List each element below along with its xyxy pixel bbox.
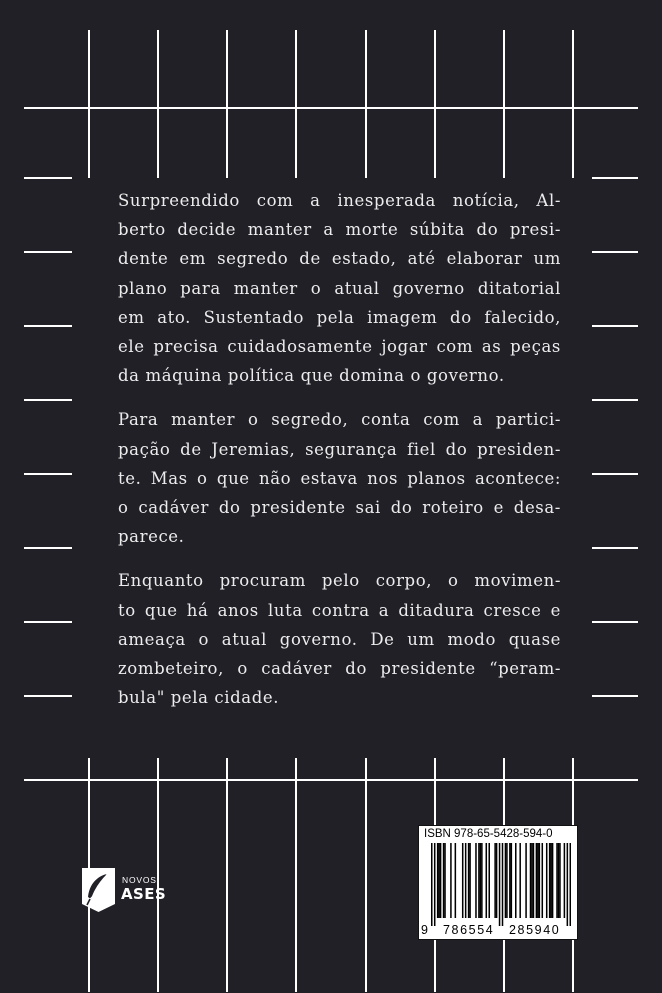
- barcode-bar: [438, 843, 440, 918]
- barcode-bar: [431, 843, 433, 926]
- barcode-bar: [509, 843, 511, 918]
- blurb-line: parece.: [118, 527, 185, 547]
- barcode-bar: [486, 843, 488, 918]
- barcode-bar: [511, 843, 513, 918]
- blurb-line: em ato. Sustentado pela imagem do falecido,: [118, 307, 561, 327]
- barcode-bar: [440, 843, 442, 918]
- barcode-bar: [502, 843, 504, 926]
- blurb-line: pação de Jeremias, segurança fiel do presiden-: [118, 439, 561, 459]
- blurb-line: o cadáver do presidente sai do roteiro e desa-: [118, 498, 561, 518]
- blurb-line: te. Mas o que não estava nos planos acontece:: [118, 468, 561, 488]
- barcode-bar: [506, 843, 508, 918]
- publisher-name-small: NOVOS: [122, 875, 157, 885]
- barcode-bar: [488, 843, 490, 918]
- barcode-bar: [443, 843, 445, 918]
- barcode-bar: [505, 843, 507, 918]
- barcode-bar: [542, 843, 544, 918]
- publisher-logo: [80, 866, 180, 916]
- isbn-digit-group: 285940: [509, 923, 561, 937]
- blurb-line: Para manter o segredo, conta com a partici-: [118, 410, 561, 430]
- barcode-bar: [499, 843, 501, 926]
- barcode-bar: [564, 843, 566, 918]
- barcode-bar: [539, 843, 541, 918]
- barcode-bar: [549, 843, 551, 918]
- barcode-bar: [469, 843, 471, 918]
- barcode-bar: [478, 843, 480, 918]
- blurb-paragraph: [109, 566, 561, 712]
- blurb-line: da máquina política que domina o governo.: [118, 366, 505, 386]
- barcode-bar: [515, 843, 517, 918]
- isbn-digit-group: 9: [421, 923, 430, 937]
- barcode-bar: [530, 843, 532, 918]
- barcode-bar: [475, 843, 477, 918]
- barcode-bar: [434, 843, 436, 926]
- barcode-bars: [431, 843, 571, 926]
- blurb-line: Surpreendido com a inesperada notícia, Al-: [118, 191, 561, 210]
- quill-feather-icon: [80, 866, 117, 913]
- barcode-bar: [480, 843, 482, 918]
- blurb-line: plano para manter o atual governo ditatorial: [118, 278, 561, 298]
- barcode-bar: [552, 843, 554, 918]
- barcode-bar: [481, 843, 483, 918]
- barcode-bar: [567, 843, 569, 926]
- blurb-line: zombeteiro, o cadáver do presidente “peram-: [118, 659, 561, 679]
- isbn-barcode: [418, 825, 578, 940]
- barcode-bar: [496, 843, 498, 918]
- barcode-bar: [525, 843, 527, 918]
- isbn-digit-group: 786554: [443, 923, 495, 937]
- barcode-bar: [550, 843, 552, 918]
- barcode-bar: [494, 843, 496, 918]
- publisher-name-big: ASES: [121, 885, 167, 903]
- blurb-paragraph: [109, 405, 561, 551]
- barcode-bar: [437, 843, 439, 918]
- barcode-bar: [465, 843, 467, 918]
- blurb-line: ele precisa cuidadosamente jogar com as peças: [118, 337, 561, 357]
- barcode-bar: [455, 843, 457, 918]
- barcode-bar: [556, 843, 558, 918]
- barcode-bar: [536, 843, 538, 918]
- blurb-line: to que há anos luta contra a ditadura cresce e: [118, 600, 561, 620]
- barcode-bar: [468, 843, 470, 918]
- barcode-bar: [531, 843, 533, 918]
- blurb-line: bula" pela cidade.: [118, 688, 280, 708]
- barcode-bar: [537, 843, 539, 918]
- barcode-bar: [558, 843, 560, 918]
- blurb-line: berto decide manter a morte súbita do presi-: [118, 220, 561, 240]
- barcode-bar: [462, 843, 464, 918]
- back-cover-blurb: [109, 186, 561, 712]
- barcode-bar: [444, 843, 446, 918]
- blurb-paragraph: [109, 186, 561, 390]
- barcode-bar: [570, 843, 571, 926]
- isbn-label: ISBN 978-65-5428-594-0: [424, 828, 553, 840]
- barcode-bar: [559, 843, 561, 918]
- barcode-bar: [546, 843, 548, 918]
- barcode-bar: [533, 843, 535, 918]
- barcode-bar: [450, 843, 452, 918]
- barcode-bar: [519, 843, 521, 918]
- blurb-line: dente em segredo de estado, até elaborar um: [118, 249, 561, 269]
- blurb-line: Enquanto procuram pelo corpo, o movimen-: [118, 571, 561, 591]
- blurb-line: ameaça o atual governo. De um modo quase: [118, 629, 561, 649]
